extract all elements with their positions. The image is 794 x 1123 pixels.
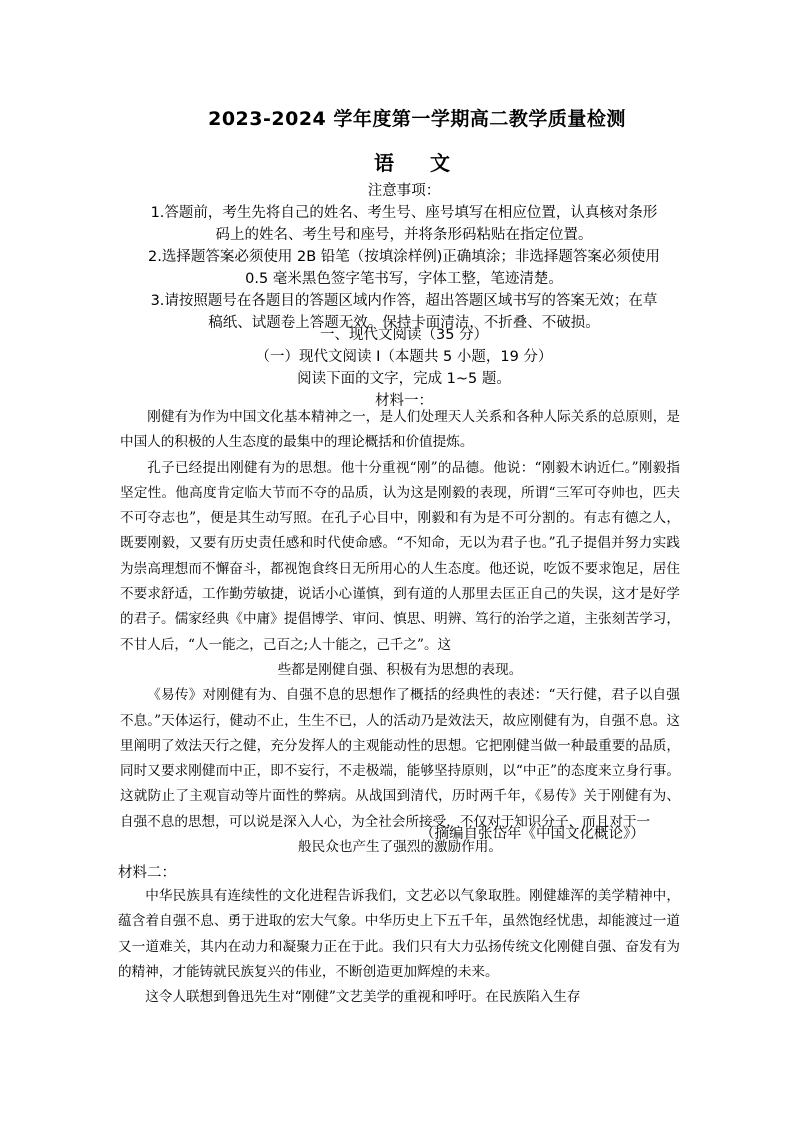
material-2-label: 材料二：	[118, 865, 176, 881]
material-1-paragraph-2-end: 些都是刚健自强、积极有为思想的表现。	[277, 661, 523, 678]
reading-section-header	[118, 324, 690, 412]
section-heading: 一、现代文阅读（35 分）	[319, 327, 489, 343]
notice-heading: 注意事项：	[367, 183, 441, 199]
subject-char-2: 文	[430, 151, 450, 175]
notice-item-1-line-2: 码上的姓名、考生号和座号，并将条形码粘贴在指定位置。	[215, 227, 593, 243]
material-1-paragraph-3-end: 般民众也产生了强烈的激励作用。	[298, 839, 502, 856]
material-1-paragraph-2: 孔子已经提出刚健有为的思想。他十分重视“刚”的品德。他说：“刚毅木讷近仁。”刚毅指坚定性。他高度肯定临大节而不夺的品质，认为这是刚毅的表现，所谓“三军可夺帅也，匹夫不可夺志也”，便是其生动写照。在孔子心目中，刚毅和有为是不可分割的。有志有德之人，既要刚毅，又要有历史责任感和时代使命感。“不知命，无以为君子也。”孔子提倡并努力实践为崇高理想而不懈奋斗，都视饱食终日无所用心的人生态度。他还说，吃饭不要求饱足，居住不要求舒适，工作勤劳敏捷，说话小心谨慎，到有道的人那里去匡正自己的失误，这才是好学的君子。儒家经典《中庸》提倡博学、审问、慎思、明辨、笃行的治学之道，主张刻苦学习，不甘人后，“人一能之，己百之;人十能之，己千之”。这	[120, 459, 680, 653]
notice-item-3-line-2: 稿纸、试题卷上答题无效。保持卡面清洁，不折叠、不破损。	[208, 315, 600, 331]
material-1-source: （摘编自张岱年《中国文化概论》）	[420, 826, 645, 842]
material-2-paragraph-2: 这令人联想到鲁迅先生对“刚健”文艺美学的重视和呼吁。在民族陷入生存	[145, 989, 581, 1006]
notice-section	[118, 180, 690, 334]
notice-item-1-line-1: 1.答题前，考生先将自己的姓名、考生号、座号填写在相应位置，认真核对条形	[150, 205, 658, 221]
subject-title	[0, 147, 794, 176]
material-1-paragraph-1: 刚健有为作为中国文化基本精神之一，是人们处理天人关系和各种人际关系的总原则，是中国人的积极的人生态度的最集中的理论概括和价值提炼。	[120, 409, 680, 451]
section-instruction: 阅读下面的文字，完成 1~5 题。	[297, 371, 511, 387]
exam-title: 2023-2024 学年度第一学期高二教学质量检测	[208, 108, 626, 130]
notice-item-2-line-1: 2.选择题答案必须使用 2B 铅笔（按填涂样例)正确填涂；非选择题答案必须使用	[148, 249, 660, 265]
material-2-body	[118, 884, 680, 1010]
subject-char-1: 语	[374, 151, 394, 175]
section-sub-heading: （一）现代文阅读 I（本题共 5 小题，19 分）	[255, 349, 553, 365]
material-2-paragraph-1: 中华民族具有连续性的文化进程告诉我们，文艺必以气象取胜。刚健雄浑的美学精神中，蕴含着自强不息、勇于进取的宏大气象。中华历史上下五千年，虽然饱经忧患，却能渡过一道又一道难关，其内在动力和凝聚力正在于此。我们只有大力弘扬传统文化刚健自强、奋发有为的精神，才能铸就民族复兴的伟业，不断创造更加辉煌的未来。	[118, 888, 680, 980]
material-1-paragraph-3: 《易传》对刚健有为、自强不息的思想作了概括的经典性的表述：“天行健，君子以自强不息。”天体运行，健动不止，生生不已，人的活动乃是效法天，故应刚健有为，自强不息。这里阐明了效法天行之健，充分发挥人的主观能动性的思想。它把刚健当做一种最重要的品质，同时又要求刚健而中正，即不妄行，不走极端，能够坚持原则，以“中正”的态度来立身行事。这就防止了主观盲动等片面性的弊病。从战国到清代，历时两千年，《易传》关于刚健有为、自强不息的思想，可以说是深入人心，为全社会所接受，不仅对于知识分子，而且对于一	[120, 687, 680, 830]
material-1-body	[120, 405, 680, 860]
notice-item-2-line-2: 0.5 毫米黑色签字笔书写，字体工整，笔迹清楚。	[245, 271, 563, 287]
notice-item-3-line-1: 3.请按照题号在各题目的答题区域内作答，超出答题区域书写的答案无效；在草	[150, 293, 658, 309]
material-1-label: 材料一：	[375, 393, 433, 409]
